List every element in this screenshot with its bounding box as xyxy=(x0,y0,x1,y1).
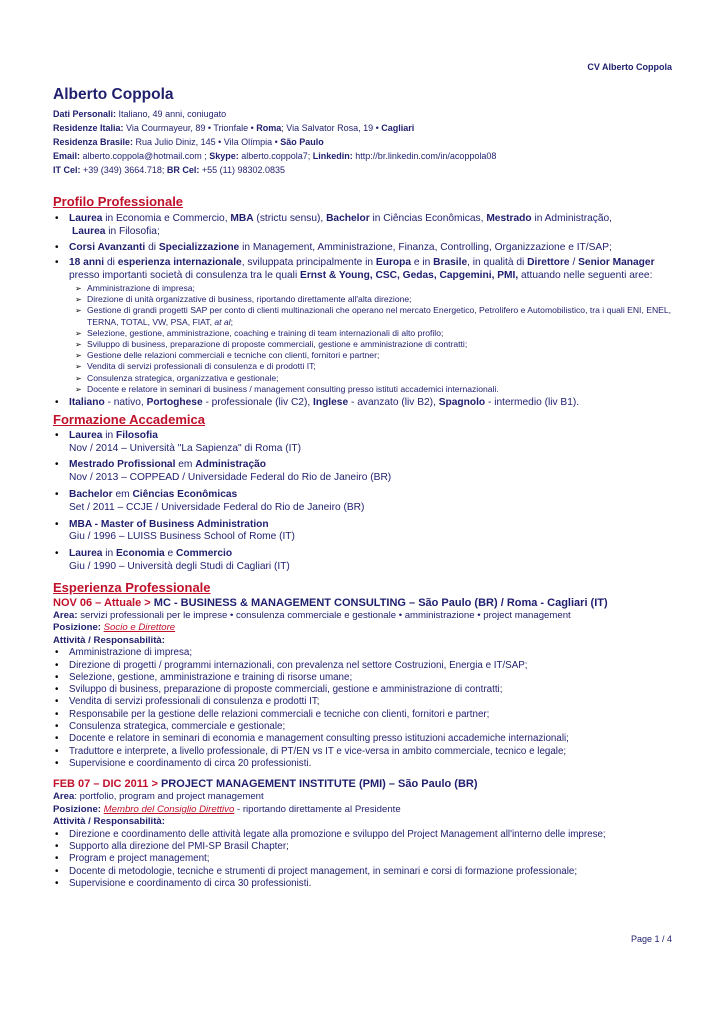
linkedin-label: Linkedin: xyxy=(312,151,353,161)
residence-brazil-address: Rua Julio Diniz, 145 • Vila Olímpia • xyxy=(133,137,281,147)
residence-italy-line xyxy=(53,121,673,135)
responsibility-item: • Selezione, gestione, amministrazione e training di risorse umane; xyxy=(53,672,673,684)
profile-text: attuando nelle seguenti aree: xyxy=(518,270,653,282)
job-company: MC - BUSINESS & MANAGEMENT CONSULTING – São Paulo (BR) / Roma - Cagliari (IT) xyxy=(153,596,608,609)
page-number: Page 1 / 4 xyxy=(630,934,672,944)
residence-italy-address-b: ; Via Salvator Rosa, 19 • xyxy=(281,123,382,133)
edu-degree: Laurea xyxy=(69,429,103,441)
degree-mestrado: Mestrado xyxy=(486,213,532,224)
responsibility-item: • Program e project management; xyxy=(53,853,673,865)
profile-experience-item xyxy=(53,257,673,395)
region-brazil: Brasile xyxy=(433,257,468,269)
phone-line xyxy=(53,163,673,177)
edu-text: in xyxy=(102,548,117,560)
br-phone-value: +55 (11) 98302.0835 xyxy=(199,165,286,175)
job-position-suffix: - riportando direttamente al Presidente xyxy=(234,803,401,815)
job-position-label: Posizione: xyxy=(53,803,101,815)
responsibility-item: • Vendita di servizi professionali di consulenza e prodotti IT; xyxy=(53,696,673,708)
section-title-profile: Profilo Professionale xyxy=(53,194,184,209)
job-title-line xyxy=(53,597,673,610)
personal-info xyxy=(53,107,673,177)
residence-brazil-line xyxy=(53,135,673,149)
profile-text: in Ciências Econômicas, xyxy=(369,213,487,224)
edu-field: Economia xyxy=(116,548,165,560)
area-item-end: ; xyxy=(230,316,233,327)
areas-list xyxy=(53,283,673,395)
edu-field: Administração xyxy=(195,459,267,471)
area-item-text: Gestione di grandi progetti SAP per conto di clienti multinazionali che operano nel mercato Energetico, Petrolifero e Automobilistico, tra i quali ENI, ENEL, TERNA, TOTAL, VW, PSA, FIAT, xyxy=(87,305,672,327)
education-list xyxy=(53,430,673,574)
email-value[interactable]: alberto.coppola@hotmail.com ; xyxy=(80,151,210,161)
area-item: ➢ Vendita di servizi professionali di consulenza e di prodotti IT; xyxy=(53,361,673,372)
profile-text: di xyxy=(145,241,159,253)
cv-content xyxy=(53,86,673,890)
job-area-line xyxy=(53,791,673,804)
specialization-label: Specializzazione xyxy=(158,241,240,253)
residence-brazil-city: São Paulo xyxy=(280,137,324,147)
area-item: ➢ Gestione delle relazioni commerciali e tecniche con clienti, fornitori e partner; xyxy=(53,350,673,361)
education-item xyxy=(53,519,673,545)
role-senior-manager: Senior Manager xyxy=(578,257,655,269)
personal-data-label: Dati Personali: xyxy=(53,109,117,119)
edu-field: Commercio xyxy=(176,548,233,560)
edu-text: in xyxy=(102,429,117,441)
edu-detail: Giu / 1990 – Università degli Studi di Cagliari (IT) xyxy=(69,560,290,572)
job-position-line xyxy=(53,622,673,635)
edu-field: Ciências Econômicas xyxy=(132,489,238,500)
br-phone-label: BR Cel: xyxy=(166,165,200,175)
residence-brazil-label: Residenza Brasile: xyxy=(53,137,134,147)
lang-italian: Italiano xyxy=(69,397,105,409)
job-position-label: Posizione: xyxy=(53,622,101,634)
job-block xyxy=(53,597,673,770)
skype-label: Skype: xyxy=(209,151,239,161)
area-item: ➢ Selezione, gestione, amministrazione, coaching e training di team internazionali di alto profilo; xyxy=(53,328,673,339)
job-dates: FEB 07 – DIC 2011 xyxy=(53,778,149,791)
job-responsibilities-label: Attività / Responsabilità: xyxy=(53,816,165,828)
profile-list xyxy=(53,213,673,410)
responsibility-item: • Supporto alla direzione del PMI-SP Brasil Chapter; xyxy=(53,841,673,853)
edu-detail: Set / 2011 – CCJE / Universidade Federal do Rio de Janeiro (BR) xyxy=(69,501,365,513)
residence-italy-address-a: Via Courmayeur, 89 • Trionfale • xyxy=(123,123,257,133)
responsibility-item: • Consulenza strategica, commerciale e gestionale; xyxy=(53,721,673,733)
profile-text: in Administração, xyxy=(531,213,613,224)
profile-text: - avanzato (liv B2), xyxy=(348,397,439,409)
profile-text: , sviluppata principalmente in xyxy=(241,257,376,269)
responsibility-item: • Responsabile per la gestione delle relazioni commerciali e tecniche con clienti, fornitori e partner; xyxy=(53,709,673,721)
edu-field: Filosofia xyxy=(116,429,158,441)
job-position-link[interactable]: Socio e Direttore xyxy=(103,622,176,634)
cv-header-label: CV Alberto Coppola xyxy=(587,62,672,72)
profile-courses-item xyxy=(53,242,673,255)
responsibility-item: • Supervisione e coordinamento di circa 30 professionisti. xyxy=(53,878,673,890)
intl-experience-label: esperienza internazionale xyxy=(117,257,242,269)
job-block xyxy=(53,778,673,890)
degree-laurea-philosophy: Laurea xyxy=(72,225,106,237)
edu-degree: MBA - Master of Business Administration xyxy=(69,518,269,530)
profile-text: - intermedio (liv B1). xyxy=(485,397,580,409)
responsibility-item: • Direzione di progetti / programmi internazionali, con prevalenza nel settore Costruzioni, Energia e IT/SAP; xyxy=(53,660,673,672)
profile-languages-item xyxy=(53,397,673,410)
education-item xyxy=(53,489,673,515)
job-area-label: Area xyxy=(53,791,75,803)
profile-text: e in xyxy=(411,257,434,269)
area-item: ➢ Direzione di unità organizzative di business, riportando direttamente all'alta direzione; xyxy=(53,294,673,305)
it-phone-label: IT Cel: xyxy=(53,165,81,175)
education-item xyxy=(53,430,673,456)
linkedin-link[interactable]: http://br.linkedin.com/in/acoppola08 xyxy=(352,151,497,161)
job-area-line xyxy=(53,610,673,623)
job-responsibilities-list xyxy=(53,829,673,890)
responsibility-item: • Sviluppo di business, preparazione di proposte commerciali, gestione e amministrazione di contratti; xyxy=(53,684,673,696)
responsibility-item: • Direzione e coordinamento delle attività legate alla promozione e sviluppo del Project Management all'interno delle imprese; xyxy=(53,829,673,841)
job-title-line xyxy=(53,778,673,791)
region-europe: Europa xyxy=(375,257,412,269)
person-name: Alberto Coppola xyxy=(53,86,174,103)
area-item: ➢ Consulenza strategica, organizzativa e gestionale; xyxy=(53,373,673,384)
edu-degree: Mestrado Profissional xyxy=(69,459,176,471)
degree-bachelor: Bachelor xyxy=(326,213,370,224)
edu-detail: Giu / 1996 – LUISS Business School of Rome (IT) xyxy=(69,531,295,543)
edu-degree: Bachelor xyxy=(69,489,113,500)
personal-data-value: Italiano, 49 anni, coniugato xyxy=(116,109,227,119)
email-label: Email: xyxy=(53,151,81,161)
profile-text: in Economia e Commercio, xyxy=(102,213,231,224)
job-company: PROJECT MANAGEMENT INSTITUTE (PMI) – São Paulo (BR) xyxy=(160,778,478,791)
job-responsibilities-list xyxy=(53,647,673,770)
contact-line xyxy=(53,149,673,163)
education-item xyxy=(53,548,673,574)
residence-italy-roma: Roma xyxy=(256,123,282,133)
profile-text: - professionale (liv C2), xyxy=(202,397,314,409)
edu-degree: Laurea xyxy=(69,548,103,560)
responsibility-item: • Amministrazione di impresa; xyxy=(53,647,673,659)
lang-english: Inglese xyxy=(313,397,349,409)
profile-text: in Filosofia; xyxy=(105,225,160,237)
years-label: 18 anni xyxy=(69,257,105,269)
education-item xyxy=(53,459,673,485)
lang-portuguese: Portoghese xyxy=(146,397,203,409)
area-item: ➢ Docente e relatore in seminari di business / management consulting presso istituti accademici internazionali. xyxy=(53,384,673,395)
companies-list: Ernst & Young, CSC, Gedas, Capgemini, PMI, xyxy=(300,270,519,282)
job-area-value: : portfolio, program and project management xyxy=(74,791,264,803)
profile-text: , in qualità di xyxy=(467,257,528,269)
area-item: ➢ Sviluppo di business, preparazione di proposte commerciali, gestione e amministrazione di contratti; xyxy=(53,339,673,350)
job-separator: > xyxy=(148,778,161,791)
profile-text: - nativo, xyxy=(104,397,147,409)
degree-laurea: Laurea xyxy=(69,213,103,224)
edu-text: e xyxy=(164,548,177,560)
courses-label: Corsi Avanzanti xyxy=(69,241,146,253)
edu-text: em xyxy=(112,489,133,500)
job-responsibilities-label: Attività / Responsabilità: xyxy=(53,634,165,646)
lang-spanish: Spagnolo xyxy=(438,397,486,409)
job-position-line xyxy=(53,804,673,817)
job-dates: NOV 06 – Attuale xyxy=(53,596,142,609)
area-item-italic: at al xyxy=(211,316,231,327)
edu-detail: Nov / 2014 – Università "La Sapienza" di Roma (IT) xyxy=(69,442,302,454)
area-item xyxy=(53,305,673,327)
responsibility-item: • Supervisione e coordinamento di circa 20 professionisti. xyxy=(53,758,673,770)
personal-data-line xyxy=(53,107,673,121)
job-position-link[interactable]: Membro del Consiglio Direttivo xyxy=(103,803,235,815)
edu-text: em xyxy=(175,459,196,471)
job-area-value: servizi professionali per le imprese • consulenza commerciale e gestionale • amministrazione • project management xyxy=(77,609,571,621)
profile-text: presso importanti società di consulenza tra le quali xyxy=(69,270,301,282)
responsibility-item: • Docente di metodologie, tecniche e strumenti di project management, in seminari e corsi di formazione professionale; xyxy=(53,866,673,878)
profile-text: in Management, Amministrazione, Finanza, Controlling, Organizzazione e IT/SAP; xyxy=(239,241,612,253)
responsibility-item: • Docente e relatore in seminari di economia e management consulting presso istituzioni accademiche internazionali; xyxy=(53,733,673,745)
edu-detail: Nov / 2013 – COPPEAD / Universidade Federal do Rio de Janeiro (BR) xyxy=(69,472,392,484)
profile-text: (strictu sensu), xyxy=(253,213,327,224)
role-director: Direttore xyxy=(527,257,570,269)
profile-text: di xyxy=(104,257,118,269)
it-phone-value: +39 (349) 3664.718; xyxy=(80,165,167,175)
job-area-label: Area: xyxy=(53,609,78,621)
profile-text: / xyxy=(569,257,579,269)
job-separator: > xyxy=(141,596,154,609)
responsibility-item: • Traduttore e interprete, a livello professionale, di PT/EN vs IT e vice-versa in ambito commerciale, tecnico e legale; xyxy=(53,746,673,758)
skype-value: alberto.coppola7; xyxy=(238,151,313,161)
profile-degrees-item xyxy=(53,213,673,239)
section-title-education: Formazione Accademica xyxy=(53,411,205,427)
degree-mba: MBA xyxy=(230,213,254,224)
section-title-experience: Esperienza Professionale xyxy=(53,579,211,595)
area-item: ➢ Amministrazione di impresa; xyxy=(53,283,673,294)
residence-italy-label: Residenze Italia: xyxy=(53,123,124,133)
residence-italy-cagliari: Cagliari xyxy=(381,123,415,133)
